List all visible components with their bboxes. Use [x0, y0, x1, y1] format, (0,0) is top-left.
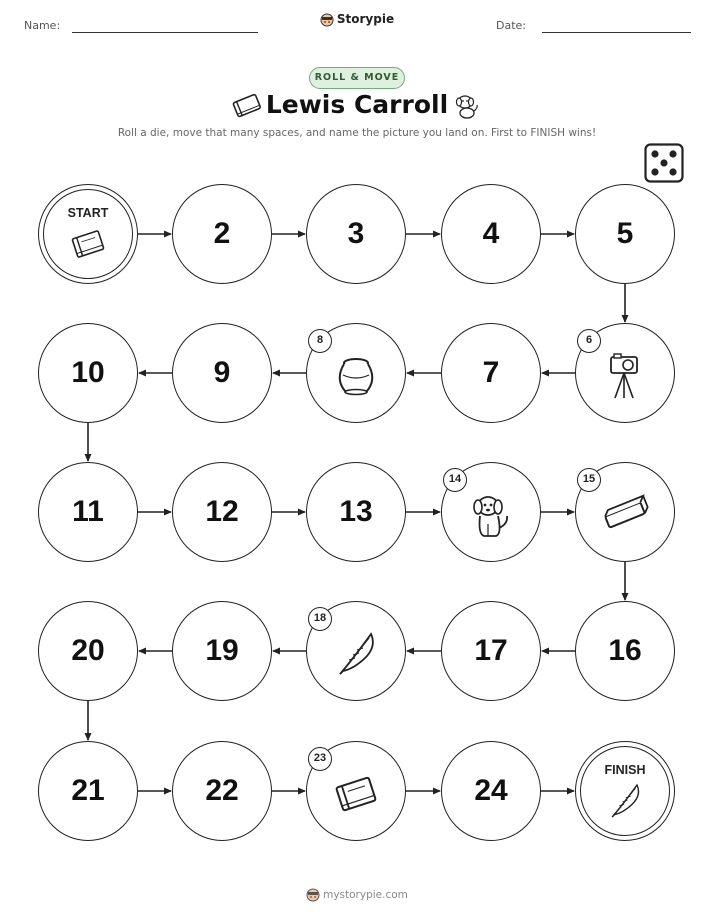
space-14: [441, 462, 541, 562]
space-19: [172, 601, 272, 701]
space-16: [575, 601, 675, 701]
space-number-badge: 6: [577, 329, 601, 353]
footer-url: mystorypie.com: [323, 889, 408, 901]
space-number: 20: [71, 634, 105, 667]
finish-space: [575, 741, 675, 841]
space-number: 12: [205, 495, 239, 528]
space-13: [306, 462, 406, 562]
start-space: [38, 184, 138, 284]
space-number: 16: [608, 634, 642, 667]
space-4: [441, 184, 541, 284]
space-number: 2: [213, 217, 231, 250]
space-number: 17: [474, 634, 508, 667]
space-22: [172, 741, 272, 841]
book-icon: [331, 769, 381, 819]
space-7: [441, 323, 541, 423]
space-10: [38, 323, 138, 423]
space-24: [441, 741, 541, 841]
footer: [0, 888, 714, 902]
pot-icon: [331, 351, 381, 401]
space-8: [306, 323, 406, 423]
space-number: 4: [482, 217, 500, 250]
book-icon: [68, 224, 108, 264]
space-3: [306, 184, 406, 284]
space-18: [306, 601, 406, 701]
space-6: [575, 323, 675, 423]
space-5: [575, 184, 675, 284]
space-number: 21: [71, 774, 105, 807]
space-number: 7: [482, 356, 500, 389]
activity-badge: ROLL & MOVE: [309, 67, 405, 89]
space-number-badge: 14: [443, 468, 467, 492]
finish-label: FINISH: [604, 763, 646, 777]
space-number: 11: [72, 495, 104, 528]
space-number-badge: 18: [308, 607, 332, 631]
space-number-badge: 23: [308, 747, 332, 771]
storypie-mascot-icon: [306, 888, 320, 902]
space-23: [306, 741, 406, 841]
space-11: [38, 462, 138, 562]
page-title: Lewis Carroll: [265, 90, 449, 119]
space-number: 13: [339, 495, 373, 528]
space-21: [38, 741, 138, 841]
camera-icon: [600, 351, 650, 401]
dog-icon: [466, 490, 516, 540]
date-label: Date:: [496, 19, 526, 32]
space-number: 19: [205, 634, 239, 667]
quill-icon: [331, 629, 381, 679]
space-number-badge: 8: [308, 329, 332, 353]
space-number: 3: [347, 217, 365, 250]
space-12: [172, 462, 272, 562]
space-17: [441, 601, 541, 701]
space-number: 9: [213, 356, 231, 389]
eraser-icon: [600, 490, 650, 540]
space-2: [172, 184, 272, 284]
space-number: 24: [474, 774, 508, 807]
brand-name: Storypie: [336, 12, 395, 26]
space-number: 22: [205, 774, 239, 807]
space-number: 5: [616, 217, 634, 250]
space-20: [38, 601, 138, 701]
name-label: Name:: [24, 19, 61, 32]
instructions: Roll a die, move that many spaces, and name the picture you land on. First to FINISH wins!: [117, 127, 597, 139]
space-15: [575, 462, 675, 562]
start-label: START: [67, 206, 109, 220]
space-9: [172, 323, 272, 423]
space-number-badge: 15: [577, 468, 601, 492]
quill-icon: [605, 781, 645, 821]
space-number: 10: [71, 356, 105, 389]
